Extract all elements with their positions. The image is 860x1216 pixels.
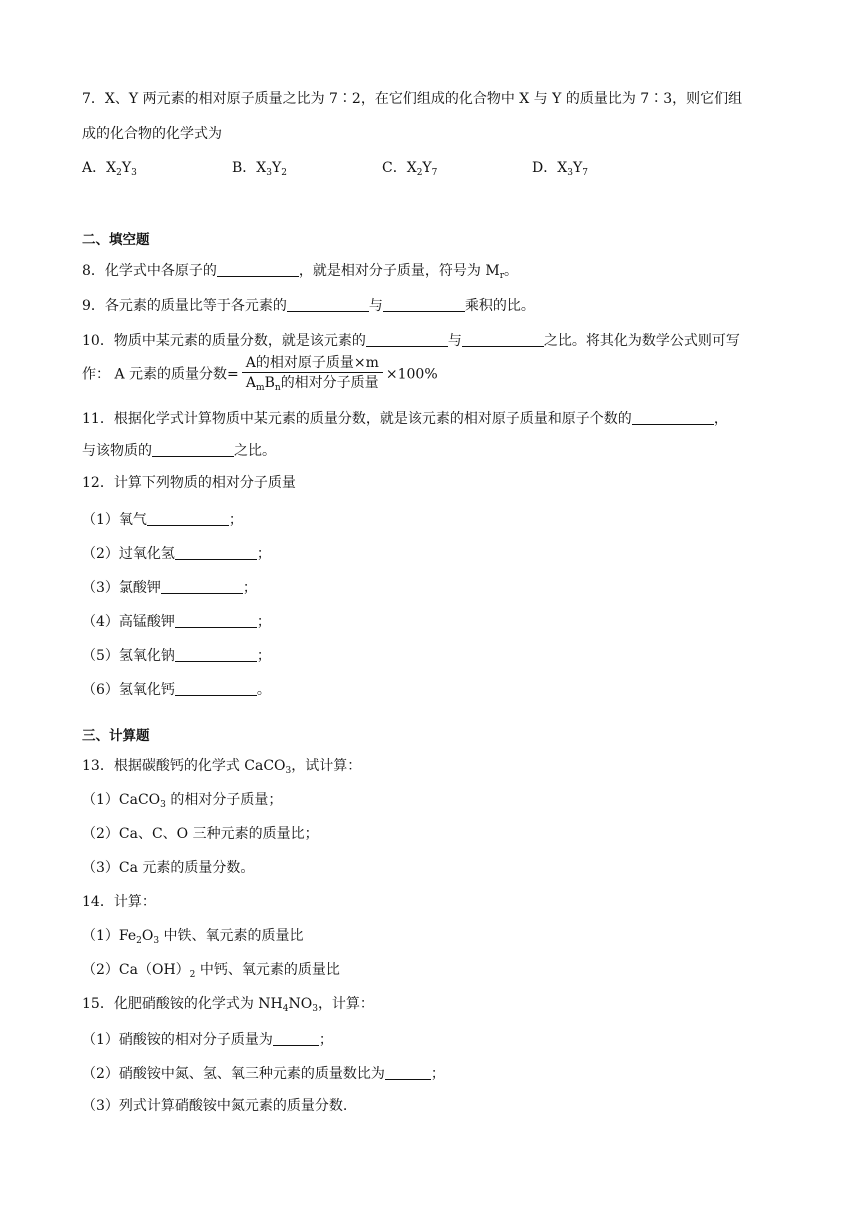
q7-option-b: B．$X_3Y_2$: [232, 160, 287, 178]
q10-formula-line: 作： A 元素的质量分数= $\frac{\text{A的相对原子质量×m}}{A_mB_n的相对分子质量}$ ×100%: [82, 355, 438, 393]
answer-blank[interactable]: [366, 332, 448, 347]
q9: 9．各元素的质量比等于各元素的 与 乘积的比。: [82, 298, 535, 314]
q12-item: （4）高锰酸钾 ；: [82, 614, 271, 630]
answer-blank[interactable]: [632, 410, 714, 425]
q7-option-a: A．$X_2Y_3$: [82, 160, 137, 178]
q11-line1: 11．根据化学式计算物质中某元素的质量分数，就是该元素的相对原子质量和原子个数的 ，: [82, 411, 728, 427]
q13-item: （2）Ca、C、O 三种元素的质量比；: [82, 826, 319, 842]
answer-blank[interactable]: [462, 332, 544, 347]
q12-item: （5）氢氧化钠 ；: [82, 648, 271, 664]
mass-fraction-formula: $\frac{\text{A的相对原子质量×m}}{A_mB_n的相对分子质量}$: [242, 356, 383, 393]
section-heading-calculation: 三、计算题: [82, 728, 150, 744]
q13-title: 13．根据碳酸钙的化学式 CaCO$_3$，试计算：: [82, 758, 362, 776]
answer-blank[interactable]: [147, 511, 229, 526]
q12-item: （1）氧气 ；: [82, 512, 243, 528]
answer-blank[interactable]: [161, 579, 243, 594]
answer-blank[interactable]: [175, 681, 257, 696]
q15-item: （2）硝酸铵中氮、氢、氧三种元素的质量数比为 ；: [82, 1066, 445, 1082]
q15-item: （1）硝酸铵的相对分子质量为 ；: [82, 1032, 333, 1048]
q7-line2: 成的化合物的化学式为: [82, 126, 222, 142]
q12-title: 12．计算下列物质的相对分子质量: [82, 475, 296, 491]
answer-blank[interactable]: [175, 613, 257, 628]
answer-blank[interactable]: [385, 1065, 431, 1080]
answer-blank[interactable]: [217, 262, 299, 277]
q8: 8．化学式中各原子的 ，就是相对分子质量，符号为 $M_r$。: [82, 263, 519, 281]
q7-line1: 7．X、Y 两元素的相对原子质量之比为 7∶2，在它们组成的化合物中 X 与 Y 的质量比为 7∶3，则它们组: [82, 91, 743, 107]
q7-option-c: C．$X_2Y_7$: [382, 160, 438, 178]
q14-item: $(1)Fe_2O_3$ 中铁、氧元素的质量比: [82, 928, 304, 946]
answer-blank[interactable]: [287, 297, 369, 312]
answer-blank[interactable]: [273, 1031, 319, 1046]
q12-item: （2）过氧化氢 ；: [82, 546, 271, 562]
answer-blank[interactable]: [175, 647, 257, 662]
q15-title: 15．化肥硝酸铵的化学式为 $NH_4NO_3$，计算：: [82, 996, 374, 1014]
q13-item: （3）Ca 元素的质量分数。: [82, 860, 255, 876]
q15-item: （3）列式计算硝酸铵中氮元素的质量分数.: [82, 1098, 348, 1114]
section-heading-fill-in: 二、填空题: [82, 232, 150, 248]
q10-line1: 10．物质中某元素的质量分数，就是该元素的 与 之比。将其化为数学公式则可写: [82, 333, 740, 349]
q7-option-d: D．$X_3Y_7$: [532, 160, 588, 178]
q12-item: （3）氯酸钾 ；: [82, 580, 257, 596]
q14-title: 14．计算：: [82, 894, 156, 910]
q11-line2: 与该物质的 之比。: [82, 443, 276, 459]
answer-blank[interactable]: [152, 442, 234, 457]
q12-item: （6）氢氧化钙 。: [82, 682, 271, 698]
q14-item: $(2)Ca(OH)_2$ 中钙、氧元素的质量比: [82, 962, 340, 980]
answer-blank[interactable]: [175, 545, 257, 560]
q13-item: （1）CaCO$_3$ 的相对分子质量；: [82, 792, 283, 810]
answer-blank[interactable]: [383, 297, 465, 312]
